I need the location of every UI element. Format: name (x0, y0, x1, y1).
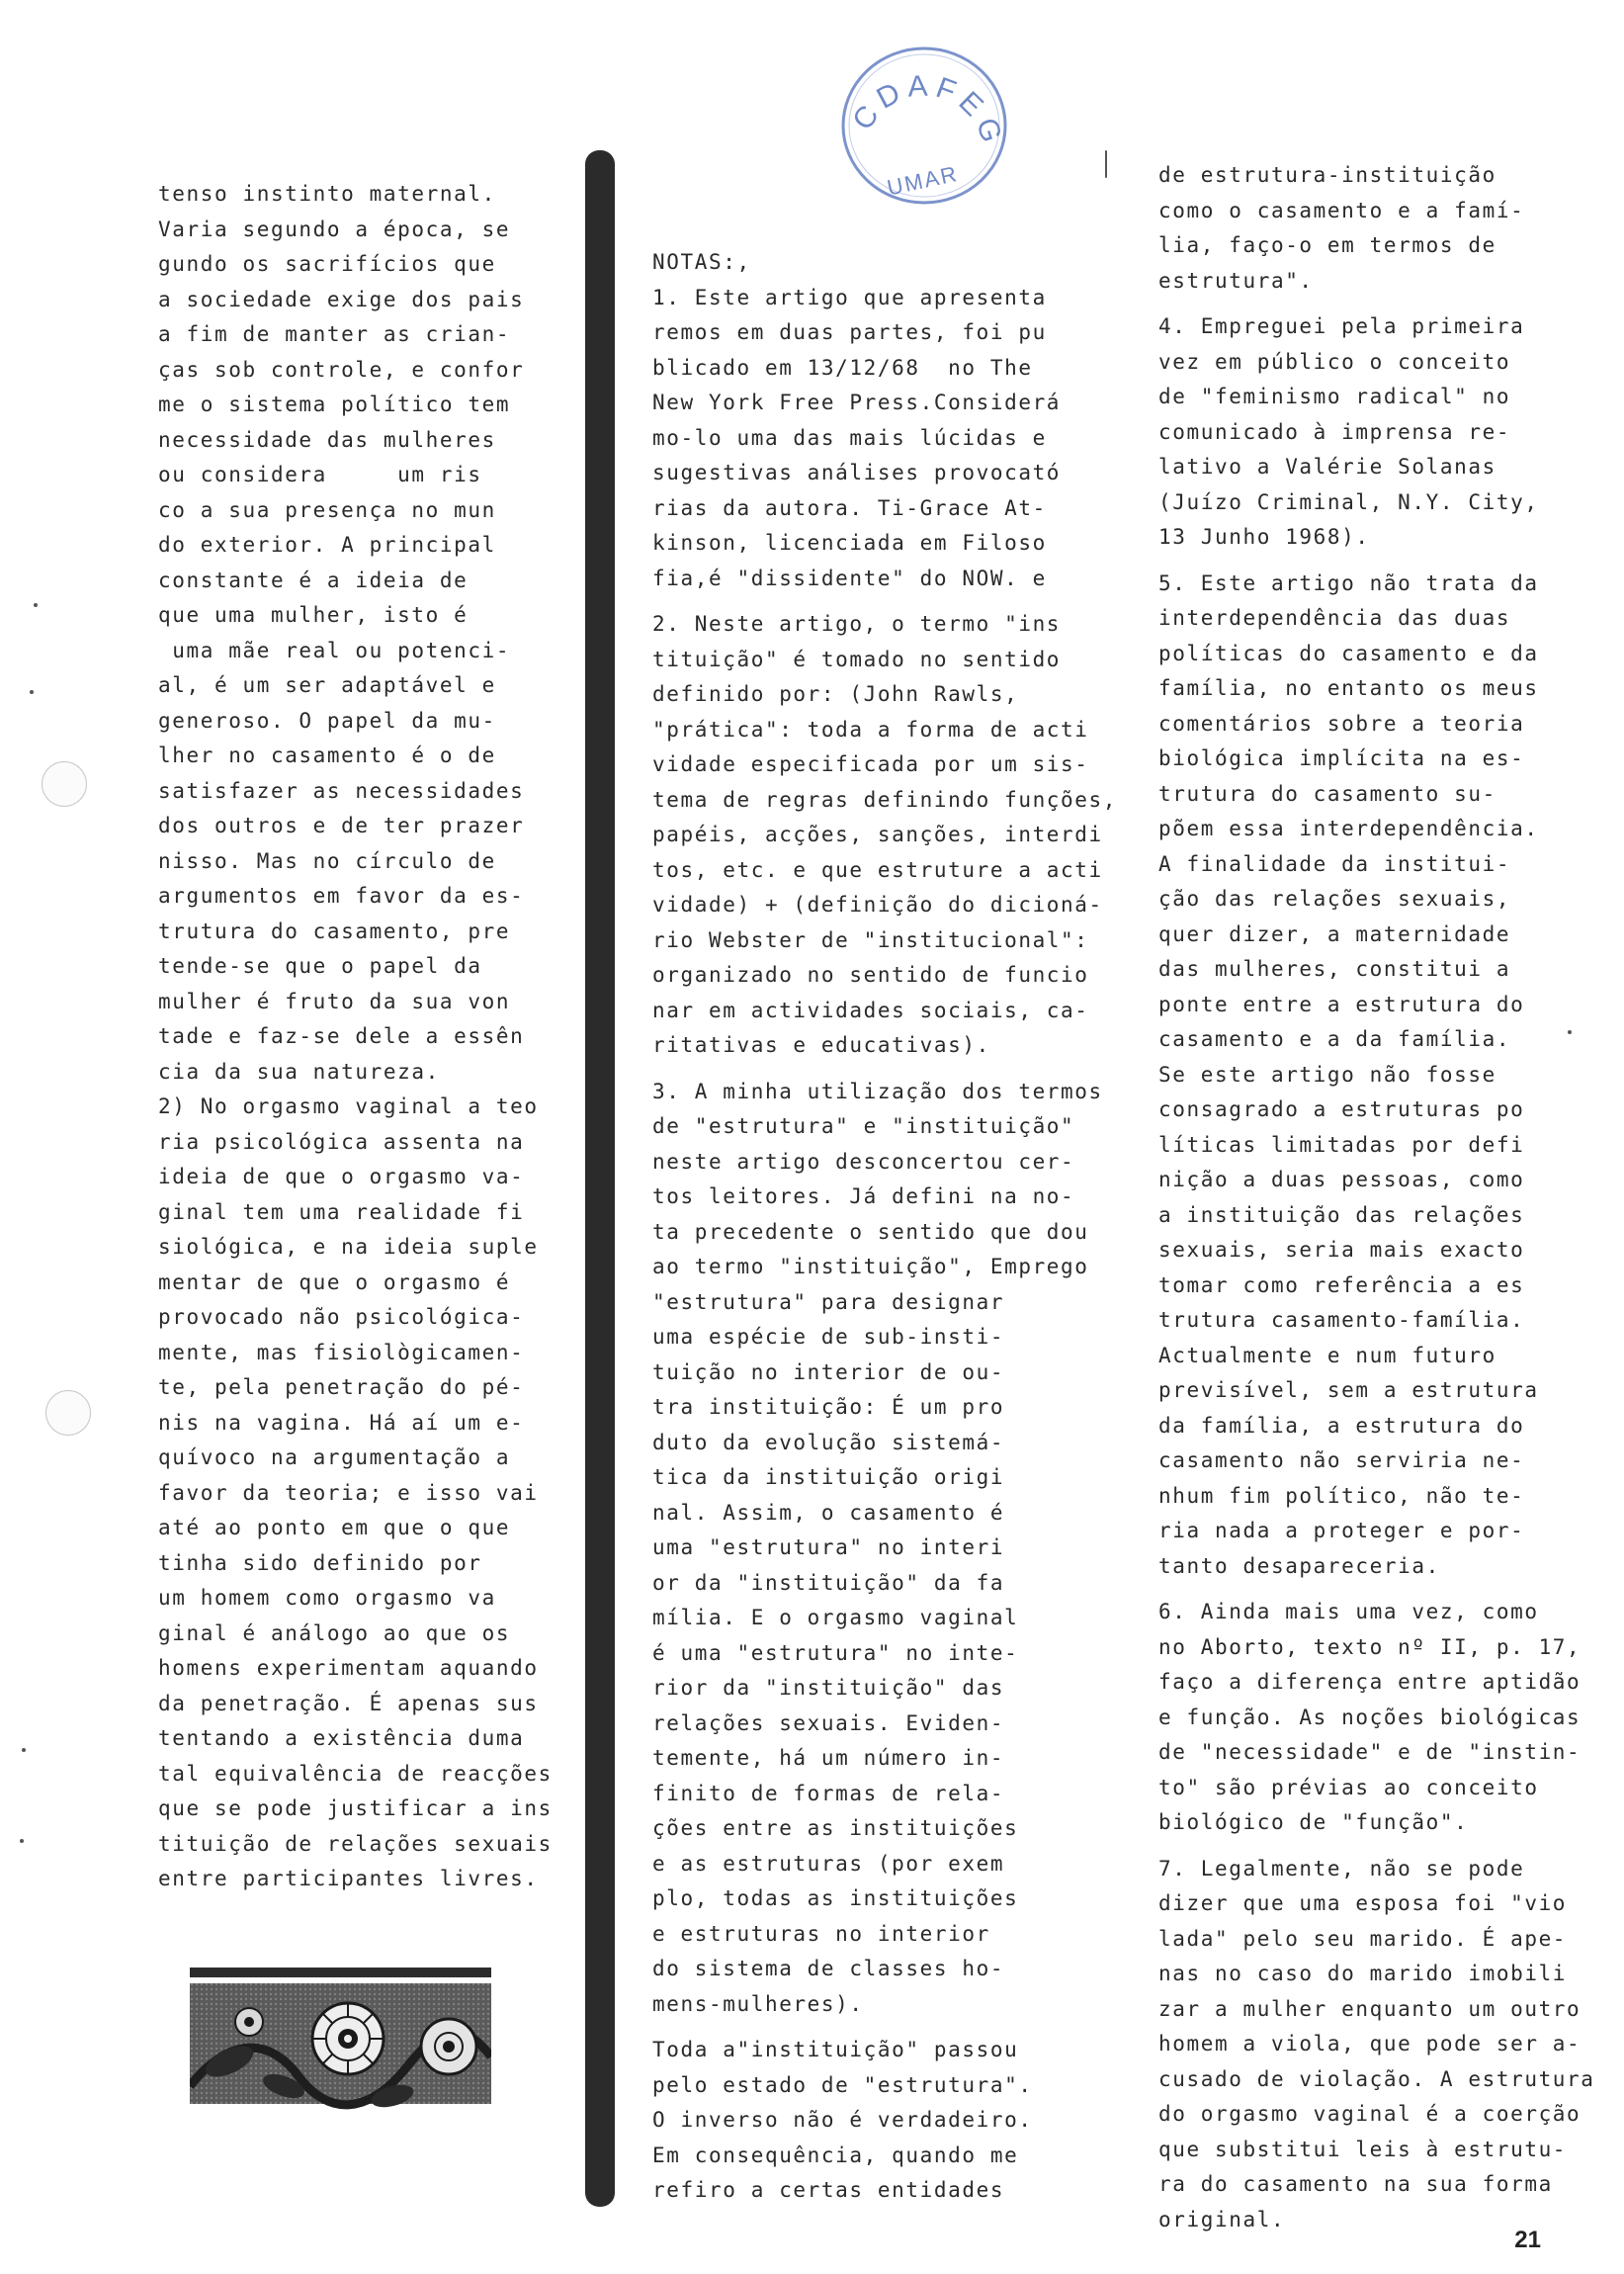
text-line: ças sob controle, e confor (158, 357, 525, 382)
text-line: mília. E o orgasmo vaginal (652, 1606, 1019, 1629)
text-line: estrutura". (1158, 268, 1314, 293)
text-line: 4. Empreguei pela primeira (1158, 314, 1525, 338)
text-line: or da "instituição" da fa (652, 1570, 1005, 1595)
text-line: até ao ponto em que o que (158, 1516, 511, 1539)
text-line: original. (1158, 2207, 1286, 2231)
note-paragraph (652, 2033, 1117, 2209)
text-line: ponte entre a estrutura do (1158, 992, 1525, 1016)
note-paragraph (652, 281, 1117, 597)
text-line: temente, há um número in- (652, 1746, 1005, 1770)
text-line: provocado não psicológica- (158, 1305, 525, 1329)
text-line: sexuais, seria mais exacto (1158, 1238, 1525, 1262)
text-line: tuição no interior de ou- (652, 1359, 1005, 1384)
text-line: tema de regras definindo funções, (652, 787, 1118, 812)
text-line: argumentos em favor da es- (158, 884, 525, 908)
text-line: ginal tem uma realidade fi (158, 1199, 525, 1224)
text-line: que substitui leis à estrutu- (1158, 2137, 1568, 2161)
text-line: neste artigo desconcertou cer- (652, 1149, 1075, 1174)
text-line: casamento não serviria ne- (1158, 1448, 1525, 1472)
text-line: blicado em 13/12/68 no The (652, 355, 1033, 380)
text-line: co a sua presença no mun (158, 497, 496, 522)
scan-speck (22, 1748, 26, 1752)
text-line: quer dizer, a maternidade (1158, 921, 1511, 946)
text-line: duto da evolução sistemá- (652, 1430, 1005, 1454)
text-line: constante é a ideia de (158, 568, 469, 592)
text-line: trutura do casamento su- (1158, 781, 1496, 806)
text-line: nal. Assim, o casamento é (652, 1500, 1005, 1525)
text-line: 13 Junho 1968). (1158, 525, 1370, 549)
text-line: e estruturas no interior (652, 1921, 990, 1946)
text-line: tos, etc. e que estruture a acti (652, 857, 1103, 882)
text-line: plo, todas as instituições (652, 1886, 1019, 1910)
text-line: tomar como referência a es (1158, 1272, 1525, 1297)
scan-speck (34, 603, 38, 607)
text-line: homens experimentam aquando (158, 1656, 539, 1680)
text-line: quívoco na argumentação a (158, 1445, 511, 1469)
text-line: das mulheres, constitui a (1158, 957, 1511, 981)
text-line: consagrado a estruturas po (1158, 1097, 1525, 1121)
text-line: sugestivas análises provocató (652, 461, 1062, 484)
text-line: e as estruturas (por exem (652, 1851, 1005, 1876)
text-line: nisso. Mas no círculo de (158, 848, 496, 873)
text-line: trutura casamento-família. (1158, 1308, 1525, 1332)
text-line: definido por: (John Rawls, (652, 682, 1019, 706)
text-line: 2. Neste artigo, o termo "ins (652, 612, 1062, 636)
text-line: tica da instituição origi (652, 1465, 1005, 1489)
notes-list (652, 281, 1117, 2209)
text-line: tituição" é tomado no sentido (652, 647, 1062, 671)
text-line: lher no casamento é o de (158, 743, 496, 767)
text-line: nhum fim político, não te- (1158, 1483, 1525, 1508)
text-line: nição a duas pessoas, como (1158, 1168, 1525, 1191)
text-line: kinson, licenciada em Filoso (652, 531, 1047, 555)
text-line: mo-lo uma das mais lúcidas e (652, 425, 1047, 450)
text-line: e função. As noções biológicas (1158, 1705, 1581, 1729)
text-line: mens-mulheres). (652, 1991, 864, 2016)
text-line: do sistema de classes ho- (652, 1957, 1005, 1980)
text-line: nis na vagina. Há aí um e- (158, 1410, 525, 1435)
text-line: um homem como orgasmo va (158, 1586, 496, 1610)
text-line: comentários sobre a teoria (1158, 711, 1525, 736)
column-right (1158, 158, 1613, 2248)
note-paragraph (1158, 309, 1613, 556)
text-line: ta precedente o sentido que dou (652, 1219, 1089, 1244)
text-line: ções entre as instituições (652, 1816, 1019, 1840)
text-line: rias da autora. Ti-Grace At- (652, 495, 1047, 520)
text-line: pelo estado de "estrutura". (652, 2072, 1033, 2097)
text-line: Actualmente e num futuro (1158, 1343, 1496, 1367)
text-line: família, no entanto os meus (1158, 676, 1539, 700)
text-line: ritativas e educativas). (652, 1033, 990, 1057)
text-line: relações sexuais. Eviden- (652, 1710, 1005, 1735)
text-line: favor da teoria; e isso vai (158, 1480, 539, 1505)
text-line: que uma mulher, isto é (158, 603, 469, 627)
text-line: 1. Este artigo que apresenta (652, 285, 1047, 309)
text-line: 6. Ainda mais uma vez, como (1158, 1600, 1539, 1623)
punch-hole (42, 761, 87, 807)
text-line: ção das relações sexuais, (1158, 887, 1511, 911)
cdafeg-umar-stamp (837, 42, 1011, 210)
text-line: tos leitores. Já defini na no- (652, 1184, 1075, 1208)
text-line: remos em duas partes, foi pu (652, 320, 1047, 344)
text-line: a instituição das relações (1158, 1202, 1525, 1227)
text-line: vez em público o conceito (1158, 349, 1511, 374)
text-line: uma espécie de sub-insti- (652, 1325, 1005, 1349)
text-line: entre participantes livres. (158, 1867, 539, 1890)
text-line: finito de formas de rela- (652, 1781, 1005, 1805)
text-line: é uma "estrutura" no inte- (652, 1640, 1019, 1665)
text-line: do exterior. A principal (158, 533, 496, 557)
text-line: ria nada a proteger e por- (1158, 1519, 1525, 1542)
text-line: ideia de que o orgasmo va- (158, 1165, 525, 1188)
text-line: da família, a estrutura do (1158, 1413, 1525, 1438)
scan-speck (20, 1839, 24, 1843)
stamp-text: CDAFEG (846, 69, 1010, 152)
text-line: al, é um ser adaptável e (158, 673, 496, 697)
text-line: Varia segundo a época, se (158, 217, 511, 241)
column-middle (652, 245, 1117, 2220)
text-line: 7. Legalmente, não se pode (1158, 1856, 1525, 1880)
stamp-subtext: UMAR (885, 160, 961, 201)
text-line: biológico de "função". (1158, 1810, 1469, 1834)
note-paragraph (652, 1075, 1117, 2023)
text-line: que se pode justificar a ins (158, 1796, 553, 1820)
text-line: 5. Este artigo não trata da (1158, 570, 1539, 595)
text-line: como o casamento e a famí- (1158, 198, 1525, 222)
text-line: homem a viola, que pode ser a- (1158, 2032, 1581, 2055)
text-line: papéis, acções, sanções, interdi (652, 823, 1103, 846)
text-line: vidade) + (definição do dicioná- (652, 893, 1103, 917)
text-line: dos outros e de ter prazer (158, 814, 525, 837)
text-line: Toda a"instituição" passou (652, 2038, 1019, 2061)
note-paragraph (652, 607, 1117, 1064)
text-line: to" são prévias ao conceito (1158, 1775, 1539, 1799)
text-line: tende-se que o papel da (158, 954, 482, 978)
text-line: vidade especificada por um sis- (652, 752, 1089, 776)
text-line: tenso instinto maternal. (158, 182, 496, 206)
text-line: satisfazer as necessidades (158, 778, 525, 803)
scan-speck (30, 690, 34, 694)
text-line: cia da sua natureza. (158, 1059, 440, 1084)
text-line: tra instituição: É um pro (652, 1395, 1005, 1419)
text-line: 2) No orgasmo vaginal a teo (158, 1094, 539, 1118)
text-line: de estrutura-instituição (1158, 163, 1496, 187)
text-line: 3. A minha utilização dos termos (652, 1079, 1103, 1103)
text-line: tinha sido definido por (158, 1550, 482, 1575)
text-line: O inverso não é verdadeiro. (652, 2108, 1033, 2132)
text-line: no Aborto, texto nº II, p. 17, (1158, 1634, 1581, 1659)
page-number: 21 (1514, 2227, 1541, 2253)
text-line: lada" pelo seu marido. É ape- (1158, 1926, 1568, 1951)
text-line: ria psicológica assenta na (158, 1129, 525, 1154)
text-line: Se este artigo não fosse (1158, 1062, 1496, 1087)
text-line: New York Free Press.Considerá (652, 391, 1062, 414)
text-line: a sociedade exige dos pais (158, 287, 525, 311)
text-line: do orgasmo vaginal é a coerção (1158, 2102, 1581, 2126)
note-paragraph (1158, 567, 1613, 1585)
text-line: lativo a Valérie Solanas (1158, 455, 1496, 479)
text-line: de "necessidade" e de "instin- (1158, 1740, 1581, 1764)
text-line: põem essa interdependência. (1158, 817, 1539, 840)
text-line: ou considera um ris (158, 463, 482, 486)
text-line: organizado no sentido de funcio (652, 963, 1089, 987)
svg-text:CDAFEG (846, 69, 1009, 151)
text-line: Em consequência, quando me (652, 2143, 1019, 2167)
text-line: de "feminismo radical" no (1158, 385, 1511, 408)
text-line: gundo os sacrifícios que (158, 252, 496, 276)
floral-ornament (190, 1968, 491, 2122)
text-line: tentando a existência duma (158, 1726, 525, 1750)
text-line: rior da "instituição" das (652, 1676, 1005, 1700)
text-line: necessidade das mulheres (158, 427, 496, 452)
text-line: a fim de manter as crian- (158, 322, 511, 346)
text-line: casamento e a da família. (1158, 1027, 1511, 1051)
text-line: da penetração. É apenas sus (158, 1691, 539, 1715)
text-line: nas no caso do marido imobili (1158, 1962, 1568, 1985)
column-left (158, 177, 554, 1897)
scan-speck (1105, 150, 1107, 178)
text-line: de "estrutura" e "instituição" (652, 1114, 1075, 1138)
text-line: mulher é fruto da sua von (158, 989, 511, 1013)
text-line: comunicado à imprensa re- (1158, 419, 1511, 444)
text-line: me o sistema político tem (158, 393, 511, 416)
text-line: "estrutura" para designar (652, 1289, 1005, 1314)
text-line: tituição de relações sexuais (158, 1831, 553, 1856)
text-line: mentar de que o orgasmo é (158, 1269, 511, 1294)
text-line: líticas limitadas por defi (1158, 1132, 1525, 1157)
text-line: lia, faço-o em termos de (1158, 233, 1496, 257)
text-line: zar a mulher enquanto um outro (1158, 1996, 1581, 2021)
text-line: biológica implícita na es- (1158, 746, 1525, 770)
text-line: cusado de violação. A estrutura (1158, 2066, 1595, 2091)
text-line: ra do casamento na sua forma (1158, 2172, 1553, 2196)
text-line: "prática": toda a forma de acti (652, 717, 1089, 742)
note-paragraph (1158, 1852, 1613, 2238)
text-line: siológica, e na ideia suple (158, 1235, 539, 1259)
text-line: tanto desapareceria. (1158, 1553, 1440, 1578)
note-paragraph (1158, 1595, 1613, 1841)
text-line: (Juízo Criminal, N.Y. City, (1158, 489, 1539, 514)
column-divider (585, 150, 615, 2207)
text-line: uma mãe real ou potenci- (158, 638, 511, 662)
text-line: uma "estrutura" no interi (652, 1535, 1005, 1559)
text-line: políticas do casamento e da (1158, 641, 1539, 665)
text-line: ao termo "instituição", Emprego (652, 1255, 1089, 1278)
text-line: faço a diferença entre aptidão (1158, 1670, 1581, 1694)
text-line: mente, mas fisiològicamen- (158, 1340, 525, 1364)
text-line: previsível, sem a estrutura (1158, 1378, 1539, 1402)
punch-hole (45, 1390, 91, 1436)
note-paragraph (1158, 158, 1613, 299)
text-line: A finalidade da institui- (1158, 851, 1511, 876)
text-line: interdependência das duas (1158, 606, 1511, 630)
text-line: te, pela penetração do pé- (158, 1375, 525, 1399)
text-line: generoso. O papel da mu- (158, 708, 496, 733)
text-line: rio Webster de "institucional": (652, 927, 1089, 952)
text-line: fia,é "dissidente" do NOW. e (652, 566, 1047, 590)
text-line: tal equivalência de reacções (158, 1761, 553, 1786)
text-line: nar em actividades sociais, ca- (652, 998, 1089, 1022)
text-line: dizer que uma esposa foi "vio (1158, 1891, 1568, 1915)
text-line: ginal é análogo ao que os (158, 1620, 511, 1645)
text-line: trutura do casamento, pre (158, 918, 511, 943)
text-line: refiro a certas entidades (652, 2178, 1005, 2202)
text-line: tade e faz-se dele a essên (158, 1024, 525, 1048)
notes-heading: NOTAS:, (652, 250, 751, 274)
